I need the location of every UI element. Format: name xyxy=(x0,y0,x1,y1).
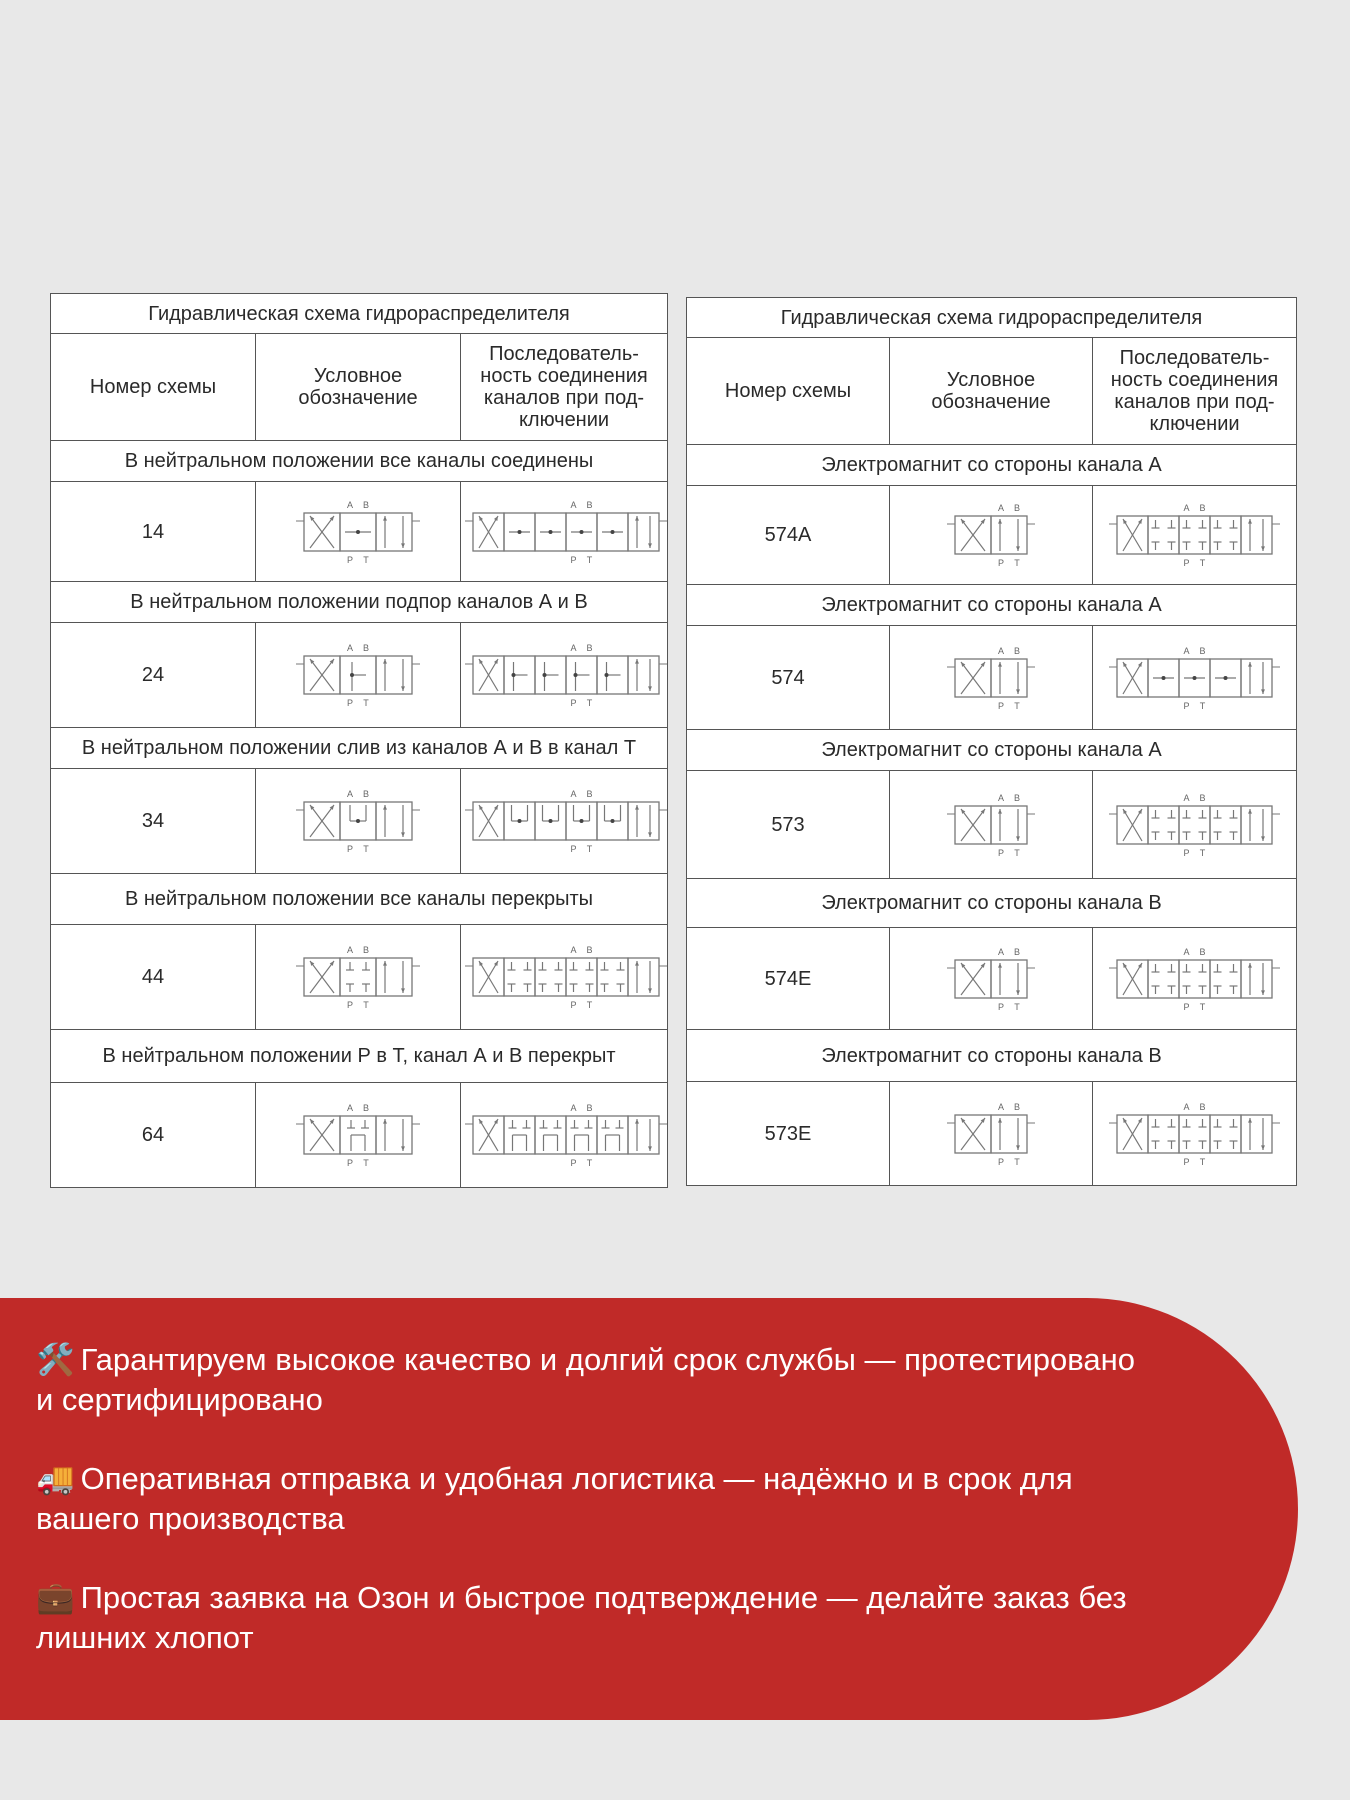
svg-text:P: P xyxy=(346,1000,354,1010)
column-header-symbol: Условное обозначение xyxy=(256,334,461,441)
svg-text:A: A xyxy=(997,645,1005,656)
svg-text:P: P xyxy=(1183,1001,1190,1012)
symbol-drawing xyxy=(1109,947,1280,1012)
svg-text:T: T xyxy=(1014,700,1020,711)
svg-text:A: A xyxy=(1183,503,1190,513)
svg-text:P: P xyxy=(1183,847,1190,858)
svg-text:P: P xyxy=(346,554,354,565)
svg-text:P: P xyxy=(570,844,577,854)
svg-text:B: B xyxy=(1199,792,1206,803)
svg-text:P: P xyxy=(346,1158,354,1168)
svg-text:P: P xyxy=(997,847,1005,858)
svg-text:T: T xyxy=(1199,558,1206,568)
connection-sequence-symbol xyxy=(1093,486,1297,585)
section-caption: Электромагнит со стороны канала А xyxy=(687,730,1297,771)
svg-text:P: P xyxy=(997,1001,1005,1012)
svg-text:P: P xyxy=(570,554,577,565)
symbol-drawing xyxy=(1109,793,1280,858)
valve-symbol xyxy=(890,928,1093,1030)
connection-sequence-symbol xyxy=(1093,1082,1297,1186)
column-header-sequence: Последователь-ность соединения каналов при под-ключении xyxy=(1093,338,1297,445)
svg-text:A: A xyxy=(997,792,1005,803)
svg-text:T: T xyxy=(363,554,369,565)
symbol-drawing xyxy=(947,947,1035,1012)
symbol-drawing xyxy=(296,945,420,1010)
connection-sequence-symbol xyxy=(1093,928,1297,1030)
svg-text:T: T xyxy=(1014,558,1020,568)
svg-text:B: B xyxy=(362,789,370,799)
scheme-number: 34 xyxy=(51,769,256,874)
tools-icon: 🛠️ xyxy=(36,1342,75,1378)
symbol-drawing xyxy=(465,789,667,854)
promo-item-quality xyxy=(36,1340,1136,1419)
connection-sequence-symbol xyxy=(1093,771,1297,879)
svg-text:B: B xyxy=(586,1103,593,1113)
svg-text:T: T xyxy=(363,844,369,854)
scheme-number: 14 xyxy=(51,482,256,582)
svg-text:B: B xyxy=(1199,645,1206,656)
svg-text:B: B xyxy=(1199,1101,1206,1112)
column-header-number: Номер схемы xyxy=(687,338,890,445)
symbol-drawing xyxy=(947,503,1035,568)
symbol-drawing xyxy=(1109,1102,1280,1167)
connection-sequence-symbol xyxy=(461,482,668,582)
section-caption: В нейтральном положении Р в Т, канал А и В перекрыт xyxy=(51,1030,668,1083)
symbol-drawing xyxy=(296,500,420,565)
svg-text:A: A xyxy=(570,789,577,799)
svg-text:B: B xyxy=(1013,792,1021,803)
symbol-drawing xyxy=(947,1102,1035,1167)
svg-text:A: A xyxy=(346,945,354,955)
svg-text:B: B xyxy=(1199,946,1206,957)
symbol-drawing xyxy=(296,789,420,854)
scheme-number: 64 xyxy=(51,1083,256,1188)
svg-text:A: A xyxy=(346,643,354,653)
symbol-drawing xyxy=(465,500,667,565)
svg-text:T: T xyxy=(363,1000,369,1010)
svg-text:T: T xyxy=(586,844,593,854)
column-header-sequence: Последователь-ность соединения каналов при под-ключении xyxy=(461,334,668,441)
valve-symbol xyxy=(256,925,461,1030)
section-caption: В нейтральном положении подпор каналов А и В xyxy=(51,582,668,623)
connection-sequence-symbol xyxy=(461,769,668,874)
symbol-drawing xyxy=(465,945,667,1010)
svg-text:A: A xyxy=(570,945,577,955)
svg-text:B: B xyxy=(1013,503,1021,513)
section-caption: Электромагнит со стороны канала А xyxy=(687,445,1297,486)
svg-text:A: A xyxy=(997,1101,1005,1112)
svg-text:P: P xyxy=(570,1158,577,1168)
svg-text:B: B xyxy=(1199,503,1206,513)
section-caption: В нейтральном положении слив из каналов А и В в канал Т xyxy=(51,728,668,769)
svg-text:A: A xyxy=(997,503,1005,513)
svg-text:P: P xyxy=(1183,1156,1190,1167)
scheme-number: 44 xyxy=(51,925,256,1030)
scheme-number: 574А xyxy=(687,486,890,585)
svg-text:T: T xyxy=(1199,700,1206,711)
connection-sequence-symbol xyxy=(461,1083,668,1188)
valve-symbol xyxy=(256,769,461,874)
scheme-number: 574Е xyxy=(687,928,890,1030)
scheme-number: 24 xyxy=(51,623,256,728)
promo-text: Простая заявка на Озон и быстрое подтверждение — делайте заказ без лишних хлопот xyxy=(36,1580,1127,1655)
symbol-drawing xyxy=(1109,503,1280,568)
truck-icon: 🚚 xyxy=(36,1461,75,1497)
column-header-number: Номер схемы xyxy=(51,334,256,441)
svg-text:T: T xyxy=(1014,847,1020,858)
svg-text:T: T xyxy=(1199,1001,1206,1012)
svg-text:P: P xyxy=(570,698,577,708)
symbol-drawing xyxy=(296,643,420,708)
svg-text:P: P xyxy=(997,700,1005,711)
svg-text:P: P xyxy=(346,844,354,854)
svg-text:A: A xyxy=(997,946,1005,957)
svg-text:P: P xyxy=(1183,700,1190,711)
promo-item-order xyxy=(36,1578,1136,1657)
valve-symbol xyxy=(890,486,1093,585)
svg-text:B: B xyxy=(586,945,593,955)
svg-text:B: B xyxy=(586,643,593,653)
valve-symbol xyxy=(890,626,1093,730)
symbol-drawing xyxy=(296,1103,420,1168)
column-header-symbol: Условное обозначение xyxy=(890,338,1093,445)
svg-text:A: A xyxy=(1183,1101,1190,1112)
svg-text:T: T xyxy=(363,1158,369,1168)
svg-text:T: T xyxy=(1199,1156,1206,1167)
svg-text:B: B xyxy=(1013,645,1021,656)
svg-text:P: P xyxy=(570,1000,577,1010)
svg-text:P: P xyxy=(346,698,354,708)
valve-symbol xyxy=(890,1082,1093,1186)
svg-text:A: A xyxy=(570,499,577,510)
svg-text:P: P xyxy=(997,1156,1005,1167)
section-caption: Электромагнит со стороны канала В xyxy=(687,1030,1297,1082)
svg-text:B: B xyxy=(362,945,370,955)
svg-text:A: A xyxy=(346,1103,354,1113)
scheme-table-left xyxy=(50,293,668,1188)
promo-item-logistics xyxy=(36,1459,1136,1538)
valve-symbol xyxy=(890,771,1093,879)
svg-text:P: P xyxy=(1183,558,1190,568)
svg-text:T: T xyxy=(1014,1156,1020,1167)
svg-text:A: A xyxy=(1183,792,1190,803)
symbol-drawing xyxy=(465,643,667,708)
table-title: Гидравлическая схема гидрораспределителя xyxy=(687,298,1297,338)
svg-text:A: A xyxy=(346,499,354,510)
svg-text:T: T xyxy=(1014,1001,1020,1012)
symbol-drawing xyxy=(465,1103,667,1168)
valve-symbol xyxy=(256,482,461,582)
svg-text:B: B xyxy=(586,789,593,799)
svg-text:B: B xyxy=(362,499,370,510)
section-caption: В нейтральном положении все каналы перекрыты xyxy=(51,874,668,925)
section-caption: Электромагнит со стороны канала А xyxy=(687,585,1297,626)
symbol-drawing xyxy=(1109,646,1280,711)
svg-text:B: B xyxy=(1013,1101,1021,1112)
scheme-number: 573 xyxy=(687,771,890,879)
valve-symbol xyxy=(256,623,461,728)
section-caption: В нейтральном положении все каналы соединены xyxy=(51,441,668,482)
scheme-number: 573Е xyxy=(687,1082,890,1186)
scheme-number: 574 xyxy=(687,626,890,730)
svg-text:A: A xyxy=(1183,645,1190,656)
symbol-drawing xyxy=(947,646,1035,711)
svg-text:A: A xyxy=(346,789,354,799)
symbol-drawing xyxy=(947,793,1035,858)
scheme-table-right xyxy=(686,297,1297,1186)
svg-text:B: B xyxy=(1013,946,1021,957)
svg-text:B: B xyxy=(362,643,370,653)
valve-symbol xyxy=(256,1083,461,1188)
svg-text:T: T xyxy=(586,1158,593,1168)
promo-text: Гарантируем высокое качество и долгий срок службы — протестировано и сертифицировано xyxy=(36,1342,1135,1417)
briefcase-icon: 💼 xyxy=(36,1580,75,1616)
svg-text:B: B xyxy=(362,1103,370,1113)
svg-text:B: B xyxy=(586,499,593,510)
table-title: Гидравлическая схема гидрораспределителя xyxy=(51,294,668,334)
svg-text:T: T xyxy=(586,1000,593,1010)
svg-text:A: A xyxy=(570,643,577,653)
promo-text: Оперативная отправка и удобная логистика — надёжно и в срок для вашего производства xyxy=(36,1461,1073,1536)
connection-sequence-symbol xyxy=(461,623,668,728)
svg-text:P: P xyxy=(997,558,1005,568)
connection-sequence-symbol xyxy=(461,925,668,1030)
svg-text:T: T xyxy=(586,698,593,708)
promo-banner xyxy=(0,1298,1298,1720)
svg-text:T: T xyxy=(1199,847,1206,858)
connection-sequence-symbol xyxy=(1093,626,1297,730)
svg-text:A: A xyxy=(570,1103,577,1113)
svg-text:T: T xyxy=(363,698,369,708)
section-caption: Электромагнит со стороны канала В xyxy=(687,879,1297,928)
svg-text:A: A xyxy=(1183,946,1190,957)
svg-text:T: T xyxy=(586,554,593,565)
